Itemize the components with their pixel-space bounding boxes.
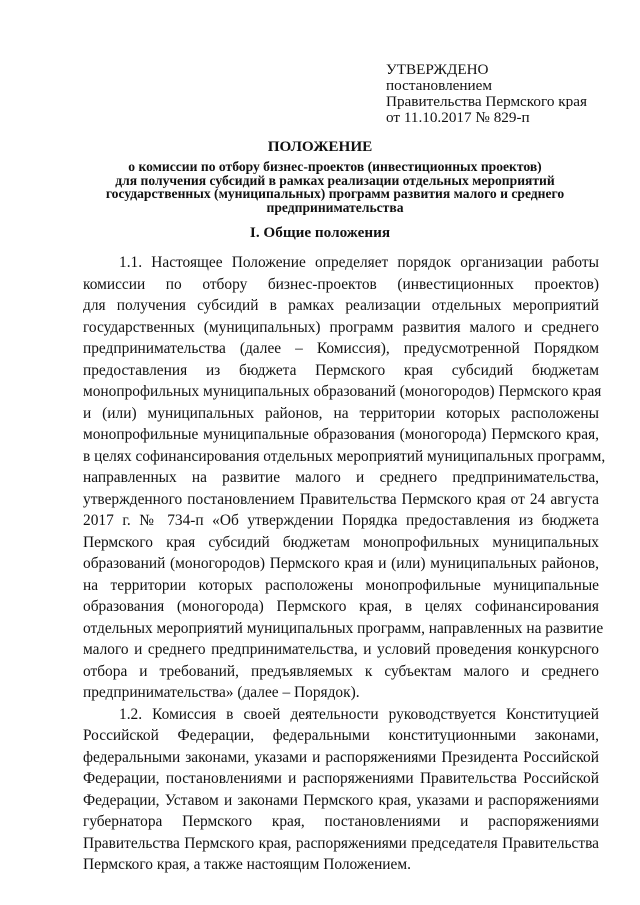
subtitle-line: о комиссии по отбору бизнес-проектов (инвестиционных проектов): [128, 159, 542, 174]
text-line: Пермского края, а также настоящим Положением.: [83, 856, 411, 873]
text-line: монопрофильные муниципальные образования (моногорода) Пермского края,: [83, 426, 599, 443]
text-line: отбора и требований, предъявляемых к субъектам малого и среднего: [83, 662, 599, 680]
paragraph-1-2: [83, 704, 599, 876]
subtitle-line: государственных (муниципальных) программ развития малого и среднего: [105, 186, 565, 201]
document-title: ПОЛОЖЕНИЕ: [267, 138, 373, 155]
subtitle-line: предпринимательства: [266, 199, 404, 215]
text-line: комиссии по отбору бизнес-проектов (инвестиционных проектов): [83, 275, 599, 293]
text-line: для получения субсидий в рамках реализации отдельных мероприятий: [83, 297, 599, 314]
text-line: Федерации, постановлениями и распоряжениями Правительства Российской: [83, 770, 599, 787]
text-line: Российской Федерации, федеральными конституционными законами,: [83, 727, 599, 744]
text-line: Пермского края субсидий бюджетам монопрофильных муниципальных: [83, 533, 599, 551]
text-line: предпринимательства (далее – Комиссия), предусмотренной Порядком: [83, 340, 599, 357]
text-line: 1.2. Комиссия в своей деятельности руководствуется Конституцией: [119, 705, 599, 723]
text-line: в целях софинансирования отдельных мероприятий муниципальных программ,: [83, 447, 606, 465]
text-line: монопрофильных муниципальных образований (моногородов) Пермского края: [83, 383, 602, 400]
text-line: государственных (муниципальных) программ развития малого и среднего: [83, 318, 599, 336]
text-line: предпринимательства» (далее – Порядок).: [83, 684, 360, 701]
text-line: малого и среднего предпринимательства, и условий проведения конкурсного: [83, 641, 599, 658]
text-line: федеральными законами, указами и распоряжениями Президента Российской: [83, 748, 599, 766]
text-line: образования (моногорода) Пермского края, в целях софинансирования: [83, 598, 599, 615]
text-line: 2017 г. № 734-п «Об утверждении Порядка предоставления из бюджета: [83, 512, 599, 529]
approval-line: постановлением: [386, 77, 493, 94]
text-line: утвержденного постановлением Правительства Пермского края от 24 августа: [83, 490, 599, 508]
approval-line: Правительства Пермского края: [386, 93, 587, 110]
text-line: Федерации, Уставом и законами Пермского края, указами и распоряжениями: [83, 791, 599, 809]
paragraph-1-1: [83, 252, 606, 704]
text-line: на территории которых расположены монопрофильные муниципальные: [83, 576, 599, 594]
approval-line: от 11.10.2017 № 829-п: [386, 109, 530, 126]
text-line: направленных на развитие малого и среднего предпринимательства,: [83, 469, 599, 486]
document-body: [83, 252, 606, 876]
approval-line: УТВЕРЖДЕНО: [386, 61, 489, 78]
section-heading: I. Общие положения: [249, 224, 391, 241]
text-line: 1.1. Настоящее Положение определяет порядок организации работы: [119, 254, 599, 271]
subtitle-line: для получения субсидий в рамках реализации отдельных мероприятий: [115, 172, 555, 188]
document-subtitle: [70, 160, 600, 214]
text-line: отдельных мероприятий муниципальных программ, направленных на развитие: [83, 619, 604, 637]
text-line: Правительства Пермского края, распоряжениями председателя Правительства: [83, 834, 599, 852]
text-line: образований (моногородов) Пермского края и (или) муниципальных районов,: [83, 555, 599, 572]
text-line: предоставления из бюджета Пермского края субсидий бюджетам: [83, 361, 599, 379]
text-line: и (или) муниципальных районов, на территории которых расположены: [83, 404, 599, 422]
approval-stamp: [386, 62, 626, 126]
text-line: губернатора Пермского края, постановлениями и распоряжениями: [83, 813, 599, 830]
